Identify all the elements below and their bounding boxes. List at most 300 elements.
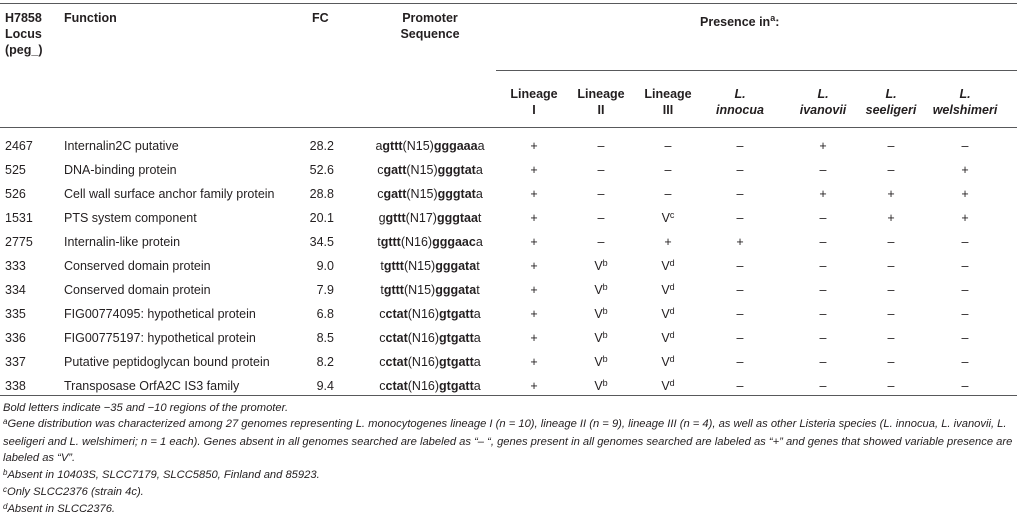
seeligeri-cell (871, 134, 911, 158)
promoter-suffix: t (477, 211, 482, 225)
promoter-spacer: (N16) (400, 235, 433, 249)
header-promoter (388, 10, 472, 42)
footnote-a (3, 416, 1013, 466)
lineage1-cell (514, 134, 554, 158)
lineage3-cell-footnote-marker: d (669, 378, 675, 388)
header-function: Function (64, 11, 117, 25)
footnote-b-text: Absent in 10403S, SLCC7179, SLCC5850, Finland and 85923. (7, 468, 320, 481)
lineage1-cell (514, 158, 554, 182)
promoter-minus35: gatt (383, 163, 407, 177)
promoter-spacer: (N15) (403, 259, 436, 273)
footnote-d-text: Absent in SLCC2376. (7, 503, 116, 516)
lineage1-cell-value: + (530, 283, 538, 297)
fc-cell: 9.0 (316, 259, 334, 273)
promoter-spacer: (N15) (403, 283, 436, 297)
footnote-c-text: Only SLCC2376 (strain 4c). (7, 486, 144, 499)
locus-cell: 525 (5, 163, 26, 177)
lineage1-cell-value: + (530, 355, 538, 369)
function-cell: Internalin2C putative (64, 139, 179, 153)
subheader-lineage1-line1: Lineage (510, 87, 558, 101)
promoter-suffix: a (475, 187, 483, 201)
welshimeri-cell (945, 350, 985, 374)
footnote-b-marker: b (3, 467, 8, 477)
promoter-cell (360, 182, 500, 206)
locus-cell: 336 (5, 331, 26, 345)
lineage2-cell-footnote-marker: b (602, 282, 608, 292)
ivanovii-cell-value: – (819, 331, 827, 345)
innocua-cell (720, 350, 760, 374)
innocua-cell (720, 302, 760, 326)
promoter-cell (360, 350, 500, 374)
promoter-prefix: t (377, 235, 381, 249)
footnote-a-text: Gene distribution was characterized among 27 genomes representing L. monocytogenes lineage I (n = 10), lineage II (n = 9), lineage III (n = 4), as well as other Listeria species (L. innocua, L. ivanovii, L. seeligeri and L. welshimeri; n = 1 each). Genes absent in all genomes searched are labeled as “– “, genes present in all genomes searched are labeled as “+” and genes that showed variable presence are labeled as “V”. (3, 418, 1013, 465)
innocua-cell-value: – (736, 307, 744, 321)
table-row (0, 278, 1017, 302)
lineage2-cell-footnote-marker: b (602, 306, 608, 316)
promoter-spacer: (N16) (407, 331, 440, 345)
fc-cell: 28.2 (309, 139, 334, 153)
ivanovii-cell (803, 158, 843, 182)
lineage2-cell (581, 302, 621, 327)
promoter-minus10: gtgatt (439, 355, 474, 369)
seeligeri-cell-value: + (887, 211, 895, 225)
welshimeri-cell-value: – (961, 307, 969, 321)
header-bottom-rule (0, 127, 1017, 128)
ivanovii-cell (803, 302, 843, 326)
ivanovii-cell-value: – (819, 259, 827, 273)
seeligeri-cell (871, 158, 911, 182)
subheader-lineage3-line2: III (662, 103, 674, 117)
presence-rule (496, 70, 1017, 71)
lineage3-cell-value: V (661, 283, 670, 297)
innocua-cell (720, 206, 760, 230)
lineage3-cell-value: V (661, 259, 670, 273)
subheader-lineage2 (566, 86, 636, 118)
lineage3-cell-value: – (664, 187, 672, 201)
lineage3-cell-value: + (664, 235, 672, 249)
footnote-b (3, 467, 1013, 484)
subheader-innocua (703, 86, 777, 118)
locus-cell: 333 (5, 259, 26, 273)
welshimeri-cell (945, 158, 985, 182)
promoter-minus10: gggata (435, 259, 477, 273)
seeligeri-cell (871, 302, 911, 326)
welshimeri-cell-value: – (961, 331, 969, 345)
function-cell: FIG00774095: hypothetical protein (64, 307, 256, 321)
header-promoter-line1: Promoter (402, 11, 458, 25)
lineage2-cell (581, 134, 621, 158)
lineage3-cell-value: – (664, 139, 672, 153)
lineage1-cell (514, 230, 554, 254)
welshimeri-cell-value: – (961, 355, 969, 369)
lineage2-cell-value: – (597, 163, 605, 177)
table-row (0, 302, 1017, 326)
lineage2-cell-value: V (594, 331, 603, 345)
promoter-minus35: gttt (380, 235, 401, 249)
promoter-suffix: t (476, 283, 480, 297)
header-promoter-line2: Sequence (400, 27, 460, 41)
promoter-suffix: a (475, 235, 483, 249)
lineage3-cell-footnote-marker: c (669, 210, 675, 220)
function-cell: Conserved domain protein (64, 259, 211, 273)
lineage1-cell (514, 302, 554, 326)
ivanovii-cell (803, 230, 843, 254)
seeligeri-cell-value: – (887, 283, 895, 297)
welshimeri-cell-value: + (961, 211, 969, 225)
seeligeri-cell-value: – (887, 235, 895, 249)
ivanovii-cell (803, 278, 843, 302)
seeligeri-cell (871, 230, 911, 254)
locus-cell: 1531 (5, 211, 33, 225)
lineage3-cell (648, 278, 688, 303)
ivanovii-cell-value: – (819, 355, 827, 369)
welshimeri-cell (945, 302, 985, 326)
innocua-cell (720, 158, 760, 182)
lineage1-cell-value: + (530, 307, 538, 321)
ivanovii-cell-value: – (819, 211, 827, 225)
promoter-minus35: gttt (382, 139, 403, 153)
promoter-cell (360, 134, 500, 158)
header-locus-line3: (peg_) (5, 43, 43, 57)
lineage1-cell (514, 278, 554, 302)
table-row (0, 134, 1017, 158)
promoter-prefix: t (380, 259, 384, 273)
lineage1-cell (514, 326, 554, 350)
promoter-cell (360, 278, 500, 302)
lineage3-cell-footnote-marker: d (669, 354, 675, 364)
header-presence (700, 10, 779, 30)
promoter-minus10: gtgatt (439, 331, 474, 345)
ivanovii-cell (803, 134, 843, 158)
fc-cell: 9.4 (316, 379, 334, 393)
promoter-minus10: gggata (435, 283, 477, 297)
lineage3-cell-footnote-marker: d (669, 306, 675, 316)
seeligeri-cell-value: – (887, 355, 895, 369)
seeligeri-cell-value: – (887, 379, 895, 393)
promoter-suffix: a (473, 307, 481, 321)
function-cell: FIG00775197: hypothetical protein (64, 331, 256, 345)
header-presence-colon: : (775, 15, 780, 30)
lineage2-cell (581, 326, 621, 351)
subheader-welshimeri (925, 86, 1005, 118)
lineage2-cell (581, 158, 621, 182)
function-cell: Internalin-like protein (64, 235, 181, 249)
lineage1-cell-value: + (530, 163, 538, 177)
table-footnotes (3, 400, 1013, 519)
innocua-cell-value: – (736, 283, 744, 297)
promoter-minus10: gtgatt (439, 307, 474, 321)
lineage3-cell (648, 134, 688, 158)
footnote-d-marker: d (3, 502, 8, 512)
locus-cell: 2467 (5, 139, 33, 153)
welshimeri-cell-value: – (961, 379, 969, 393)
seeligeri-cell (871, 326, 911, 350)
promoter-prefix: t (380, 283, 384, 297)
subheader-lineage1-line2: I (532, 103, 536, 117)
promoter-cell (360, 158, 500, 182)
promoter-suffix: t (476, 259, 480, 273)
ivanovii-cell (803, 182, 843, 206)
seeligeri-cell-value: – (887, 163, 895, 177)
table-row (0, 206, 1017, 230)
welshimeri-cell-value: – (961, 259, 969, 273)
function-cell: Cell wall surface anchor family protein (64, 187, 275, 201)
lineage2-cell-value: V (594, 355, 603, 369)
innocua-cell-value: – (736, 259, 744, 273)
lineage2-cell-value: V (594, 307, 603, 321)
ivanovii-cell (803, 326, 843, 350)
innocua-cell-value: – (736, 355, 744, 369)
table-row (0, 254, 1017, 278)
subheader-seeligeri-line1: L. (885, 87, 897, 101)
promoter-spacer: (N15) (406, 187, 438, 201)
lineage2-cell-footnote-marker: b (602, 378, 608, 388)
lineage3-cell-value: V (661, 379, 670, 393)
promoter-minus10: gggaaa (433, 139, 478, 153)
function-cell: Conserved domain protein (64, 283, 211, 297)
lineage1-cell (514, 182, 554, 206)
welshimeri-cell-value: – (961, 283, 969, 297)
lineage2-cell-value: V (594, 379, 603, 393)
fc-cell: 6.8 (316, 307, 334, 321)
lineage2-cell (581, 254, 621, 279)
welshimeri-cell (945, 206, 985, 230)
seeligeri-cell (871, 278, 911, 302)
promoter-minus35: gatt (383, 187, 407, 201)
welshimeri-cell (945, 134, 985, 158)
ivanovii-cell-value: – (819, 235, 827, 249)
ivanovii-cell-value: – (819, 379, 827, 393)
lineage1-cell (514, 254, 554, 278)
seeligeri-cell (871, 350, 911, 374)
lineage2-cell-footnote-marker: b (602, 258, 608, 268)
promoter-spacer: (N15) (406, 163, 438, 177)
table-row (0, 158, 1017, 182)
promoter-prefix: c (379, 355, 386, 369)
table-row (0, 326, 1017, 350)
header-locus (5, 10, 43, 58)
locus-cell: 335 (5, 307, 26, 321)
header-fc: FC (312, 11, 329, 25)
promoter-spacer: (N15) (402, 139, 434, 153)
innocua-cell (720, 134, 760, 158)
innocua-cell (720, 182, 760, 206)
promoter-prefix: a (375, 139, 383, 153)
welshimeri-cell (945, 254, 985, 278)
subheader-lineage3 (633, 86, 703, 118)
promoter-minus35: ctat (385, 307, 408, 321)
seeligeri-cell (871, 182, 911, 206)
table-top-rule (0, 3, 1017, 4)
promoter-minus35: ctat (385, 331, 408, 345)
innocua-cell-value: – (736, 379, 744, 393)
footnote-c (3, 484, 1013, 501)
subheader-ivanovii-line1: L. (817, 87, 829, 101)
locus-cell: 526 (5, 187, 26, 201)
welshimeri-cell (945, 230, 985, 254)
subheader-ivanovii-line2: ivanovii (799, 103, 847, 117)
lineage3-cell-value: V (661, 331, 670, 345)
promoter-cell (360, 254, 500, 278)
promoter-minus10: gggtat (437, 163, 476, 177)
lineage1-cell (514, 350, 554, 374)
innocua-cell-value: – (736, 211, 744, 225)
seeligeri-cell (871, 206, 911, 230)
subheader-seeligeri (854, 86, 928, 118)
header-locus-line2: Locus (5, 27, 42, 41)
lineage3-cell (648, 230, 688, 254)
seeligeri-cell-value: – (887, 331, 895, 345)
promoter-spacer: (N16) (407, 307, 440, 321)
welshimeri-cell-value: – (961, 235, 969, 249)
lineage3-cell-value: V (661, 211, 670, 225)
promoter-minus35: gttt (385, 211, 406, 225)
promoter-suffix: a (473, 331, 481, 345)
lineage3-cell (648, 350, 688, 375)
lineage1-cell-value: + (530, 259, 538, 273)
lineage3-cell (648, 302, 688, 327)
lineage2-cell (581, 230, 621, 254)
innocua-cell-value: – (736, 187, 744, 201)
innocua-cell-value: – (736, 163, 744, 177)
lineage3-cell-value: V (661, 307, 670, 321)
table-row (0, 350, 1017, 374)
ivanovii-cell (803, 350, 843, 374)
seeligeri-cell-value: – (887, 307, 895, 321)
welshimeri-cell-value: – (961, 139, 969, 153)
lineage1-cell-value: + (530, 331, 538, 345)
lineage2-cell (581, 350, 621, 375)
innocua-cell (720, 278, 760, 302)
locus-cell: 2775 (5, 235, 33, 249)
promoter-suffix: a (473, 379, 481, 393)
footnote-d (3, 501, 1013, 518)
lineage3-cell-footnote-marker: d (669, 330, 675, 340)
subheader-lineage2-line1: Lineage (577, 87, 625, 101)
ivanovii-cell-value: + (819, 187, 827, 201)
ivanovii-cell (803, 206, 843, 230)
promoter-suffix: a (477, 139, 485, 153)
promoter-prefix: c (377, 187, 384, 201)
table-bottom-rule (0, 395, 1017, 396)
promoter-suffix: a (475, 163, 483, 177)
innocua-cell (720, 326, 760, 350)
lineage2-cell (581, 278, 621, 303)
subheader-innocua-line2: innocua (716, 103, 764, 117)
function-cell: Putative peptidoglycan bound protein (64, 355, 270, 369)
subheader-ivanovii (786, 86, 860, 118)
lineage1-cell-value: + (530, 211, 538, 225)
promoter-minus10: gggaac (432, 235, 476, 249)
ivanovii-cell-value: – (819, 163, 827, 177)
promoter-prefix: c (379, 331, 386, 345)
promoter-cell (360, 230, 500, 254)
promoter-minus10: gggtat (437, 187, 476, 201)
lineage3-cell (648, 182, 688, 206)
lineage2-cell-value: V (594, 283, 603, 297)
footnote-bold: Bold letters indicate −35 and −10 regions of the promoter. (3, 402, 289, 414)
lineage3-cell-footnote-marker: d (669, 258, 675, 268)
innocua-cell-value: + (736, 235, 744, 249)
lineage2-cell-value: – (597, 211, 605, 225)
lineage3-cell (648, 158, 688, 182)
lineage3-cell-value: V (661, 355, 670, 369)
footnote-c-marker: c (3, 485, 7, 495)
lineage2-cell-value: – (597, 235, 605, 249)
lineage3-cell (648, 254, 688, 279)
function-cell: DNA-binding protein (64, 163, 177, 177)
lineage3-cell (648, 326, 688, 351)
lineage2-cell-footnote-marker: b (602, 354, 608, 364)
lineage2-cell-footnote-marker: b (602, 330, 608, 340)
promoter-cell (360, 326, 500, 350)
promoter-spacer: (N16) (407, 379, 440, 393)
welshimeri-cell (945, 182, 985, 206)
ivanovii-cell-value: – (819, 307, 827, 321)
header-locus-line1: H7858 (5, 11, 42, 25)
promoter-spacer: (N17) (405, 211, 437, 225)
lineage2-cell-value: V (594, 259, 603, 273)
innocua-cell-value: – (736, 331, 744, 345)
seeligeri-cell (871, 254, 911, 278)
promoter-cell (360, 206, 500, 230)
subheader-welshimeri-line1: L. (959, 87, 971, 101)
subheader-lineage2-line2: II (597, 103, 605, 117)
welshimeri-cell-value: + (961, 187, 969, 201)
seeligeri-cell-value: + (887, 187, 895, 201)
header-presence-text: Presence in (700, 15, 771, 30)
promoter-spacer: (N16) (407, 355, 440, 369)
promoter-cell (360, 302, 500, 326)
fc-cell: 52.6 (309, 163, 334, 177)
lineage1-cell-value: + (530, 139, 538, 153)
innocua-cell (720, 230, 760, 254)
promoter-suffix: a (473, 355, 481, 369)
fc-cell: 7.9 (316, 283, 334, 297)
lineage3-cell-footnote-marker: d (669, 282, 675, 292)
lineage2-cell-value: – (597, 187, 605, 201)
table-row (0, 230, 1017, 254)
lineage3-cell-value: – (664, 163, 672, 177)
fc-cell: 34.5 (309, 235, 334, 249)
promoter-minus35: gttt (383, 259, 404, 273)
ivanovii-cell (803, 254, 843, 278)
promoter-minus10: gtgatt (439, 379, 474, 393)
locus-cell: 334 (5, 283, 26, 297)
subheader-lineage1 (499, 86, 569, 118)
promoter-minus35: gttt (383, 283, 404, 297)
promoter-minus10: gggtaa (436, 211, 478, 225)
welshimeri-cell (945, 278, 985, 302)
promoter-prefix: c (379, 379, 386, 393)
subheader-seeligeri-line2: seeligeri (865, 103, 917, 117)
footnote-a-marker: a (3, 417, 8, 427)
fc-cell: 20.1 (309, 211, 334, 225)
table-row (0, 182, 1017, 206)
fc-cell: 8.2 (316, 355, 334, 369)
lineage2-cell (581, 206, 621, 230)
lineage3-cell (648, 206, 688, 231)
promoter-prefix: g (378, 211, 386, 225)
function-cell: PTS system component (64, 211, 197, 225)
lineage1-cell-value: + (530, 379, 538, 393)
fc-cell: 28.8 (309, 187, 334, 201)
subheader-lineage3-line1: Lineage (644, 87, 692, 101)
lineage2-cell-value: – (597, 139, 605, 153)
welshimeri-cell (945, 326, 985, 350)
lineage1-cell-value: + (530, 187, 538, 201)
lineage1-cell-value: + (530, 235, 538, 249)
